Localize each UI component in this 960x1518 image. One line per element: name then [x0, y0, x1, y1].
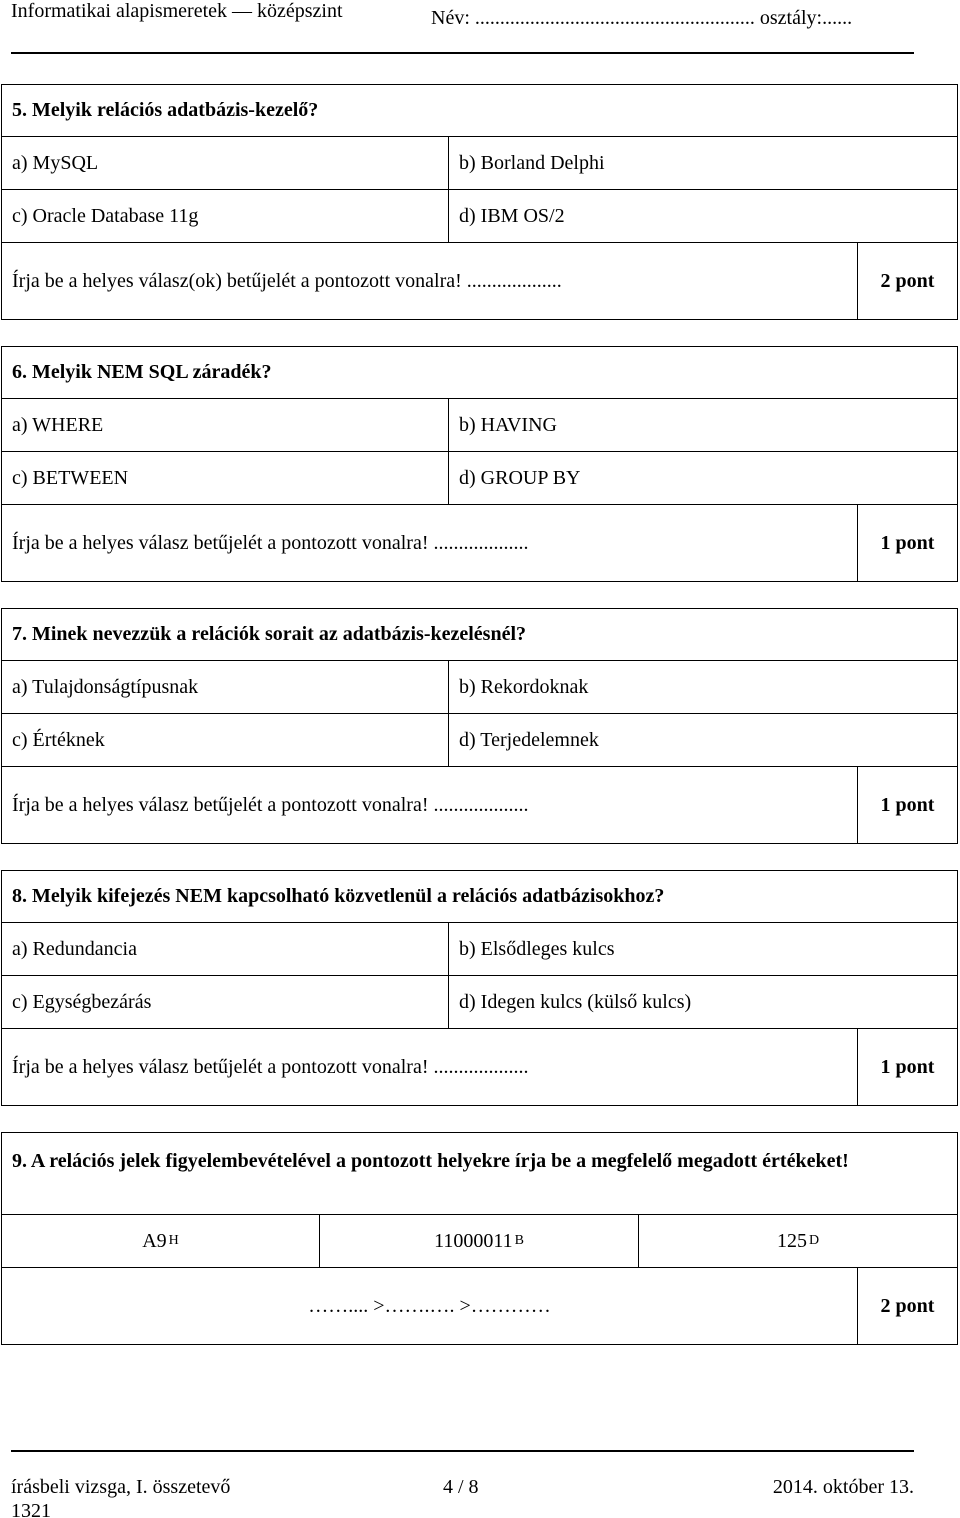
question-title-row — [2, 347, 957, 399]
question-title-row — [2, 1133, 957, 1215]
options-row — [2, 190, 957, 243]
question-title: 9. A relációs jelek figyelembevételével a pontozott helyekre írja be a megfelelő megadott értékeket! — [12, 1150, 849, 1172]
option-a: a) Tulajdonságtípusnak — [2, 661, 449, 713]
value-decimal — [639, 1215, 957, 1267]
points-label: 2 pont — [880, 1294, 935, 1317]
question-title-row — [2, 609, 957, 661]
answer-instruction[interactable]: Írja be a helyes válasz betűjelét a pontozott vonalra! ................... — [2, 505, 858, 581]
order-answer-line[interactable]: …….... >…….…. >………… — [2, 1268, 858, 1344]
answer-row — [2, 243, 957, 319]
points-label: 1 pont — [880, 1055, 935, 1078]
options-row — [2, 399, 957, 452]
points-label: 1 pont — [880, 793, 935, 816]
value-binary-base: B — [514, 1233, 524, 1248]
option-b: b) Elsődleges kulcs — [459, 937, 615, 960]
footer-exam-type: írásbeli vizsga, I. összetevő — [11, 1476, 231, 1498]
option-c: c) Oracle Database 11g — [2, 190, 449, 242]
option-b: b) HAVING — [459, 413, 557, 436]
answer-instruction[interactable]: Írja be a helyes válasz betűjelét a pontozott vonalra! ................... — [2, 767, 858, 843]
value-decimal-base: D — [808, 1233, 820, 1248]
option-c: c) BETWEEN — [2, 452, 449, 504]
option-d: d) IBM OS/2 — [459, 204, 565, 227]
question-title: 6. Melyik NEM SQL záradék? — [12, 361, 272, 383]
question-title-row — [2, 871, 957, 923]
page-header — [11, 0, 914, 54]
question-7 — [1, 608, 958, 844]
answer-row — [2, 1268, 957, 1344]
header-subject: Informatikai alapismeretek — középszint — [11, 0, 343, 22]
option-c: c) Értéknek — [2, 714, 449, 766]
value-hex — [2, 1215, 320, 1267]
value-hex-base: H — [168, 1233, 179, 1248]
footer-page-number: 4 / 8 — [443, 1476, 479, 1498]
question-8 — [1, 870, 958, 1106]
option-c: c) Egységbezárás — [2, 976, 449, 1028]
option-a: a) Redundancia — [2, 923, 449, 975]
option-d: d) Terjedelemnek — [459, 728, 599, 751]
answer-instruction[interactable]: Írja be a helyes válasz betűjelét a pontozott vonalra! ................... — [2, 1029, 858, 1105]
options-row — [2, 923, 957, 976]
values-row — [2, 1215, 957, 1268]
options-row — [2, 452, 957, 505]
options-row — [2, 976, 957, 1029]
option-d: d) Idegen kulcs (külső kulcs) — [459, 990, 692, 1013]
question-title-row — [2, 85, 957, 137]
points-label: 1 pont — [880, 531, 935, 554]
question-title: 8. Melyik kifejezés NEM kapcsolható közvetlenül a relációs adatbázisokhoz? — [12, 885, 665, 907]
option-d: d) GROUP BY — [459, 466, 581, 489]
answer-instruction[interactable]: Írja be a helyes válasz(ok) betűjelét a pontozott vonalra! ................... — [2, 243, 858, 319]
question-5 — [1, 84, 958, 320]
options-row — [2, 661, 957, 714]
question-title: 7. Minek nevezzük a relációk sorait az adatbázis-kezelésnél? — [12, 623, 527, 645]
value-decimal-number: 125 — [776, 1229, 807, 1252]
header-name-class: Név: ........................................................ osztály:...... — [431, 7, 853, 29]
options-row — [2, 137, 957, 190]
option-b: b) Rekordoknak — [459, 675, 589, 698]
option-b: b) Borland Delphi — [459, 151, 605, 174]
option-a: a) MySQL — [2, 137, 449, 189]
footer-date: 2014. október 13. — [772, 1476, 914, 1498]
options-row — [2, 714, 957, 767]
question-9 — [1, 1132, 958, 1345]
answer-row — [2, 1029, 957, 1105]
question-6 — [1, 346, 958, 582]
points-label: 2 pont — [880, 269, 935, 292]
value-hex-number: A9 — [142, 1229, 167, 1252]
answer-row — [2, 505, 957, 581]
footer-exam-code: 1321 — [11, 1500, 51, 1518]
option-a: a) WHERE — [2, 399, 449, 451]
value-binary — [320, 1215, 639, 1267]
question-title: 5. Melyik relációs adatbázis-kezelő? — [12, 99, 319, 121]
value-binary-number: 11000011 — [434, 1229, 513, 1252]
answer-row — [2, 767, 957, 843]
page-footer — [11, 1450, 914, 1518]
